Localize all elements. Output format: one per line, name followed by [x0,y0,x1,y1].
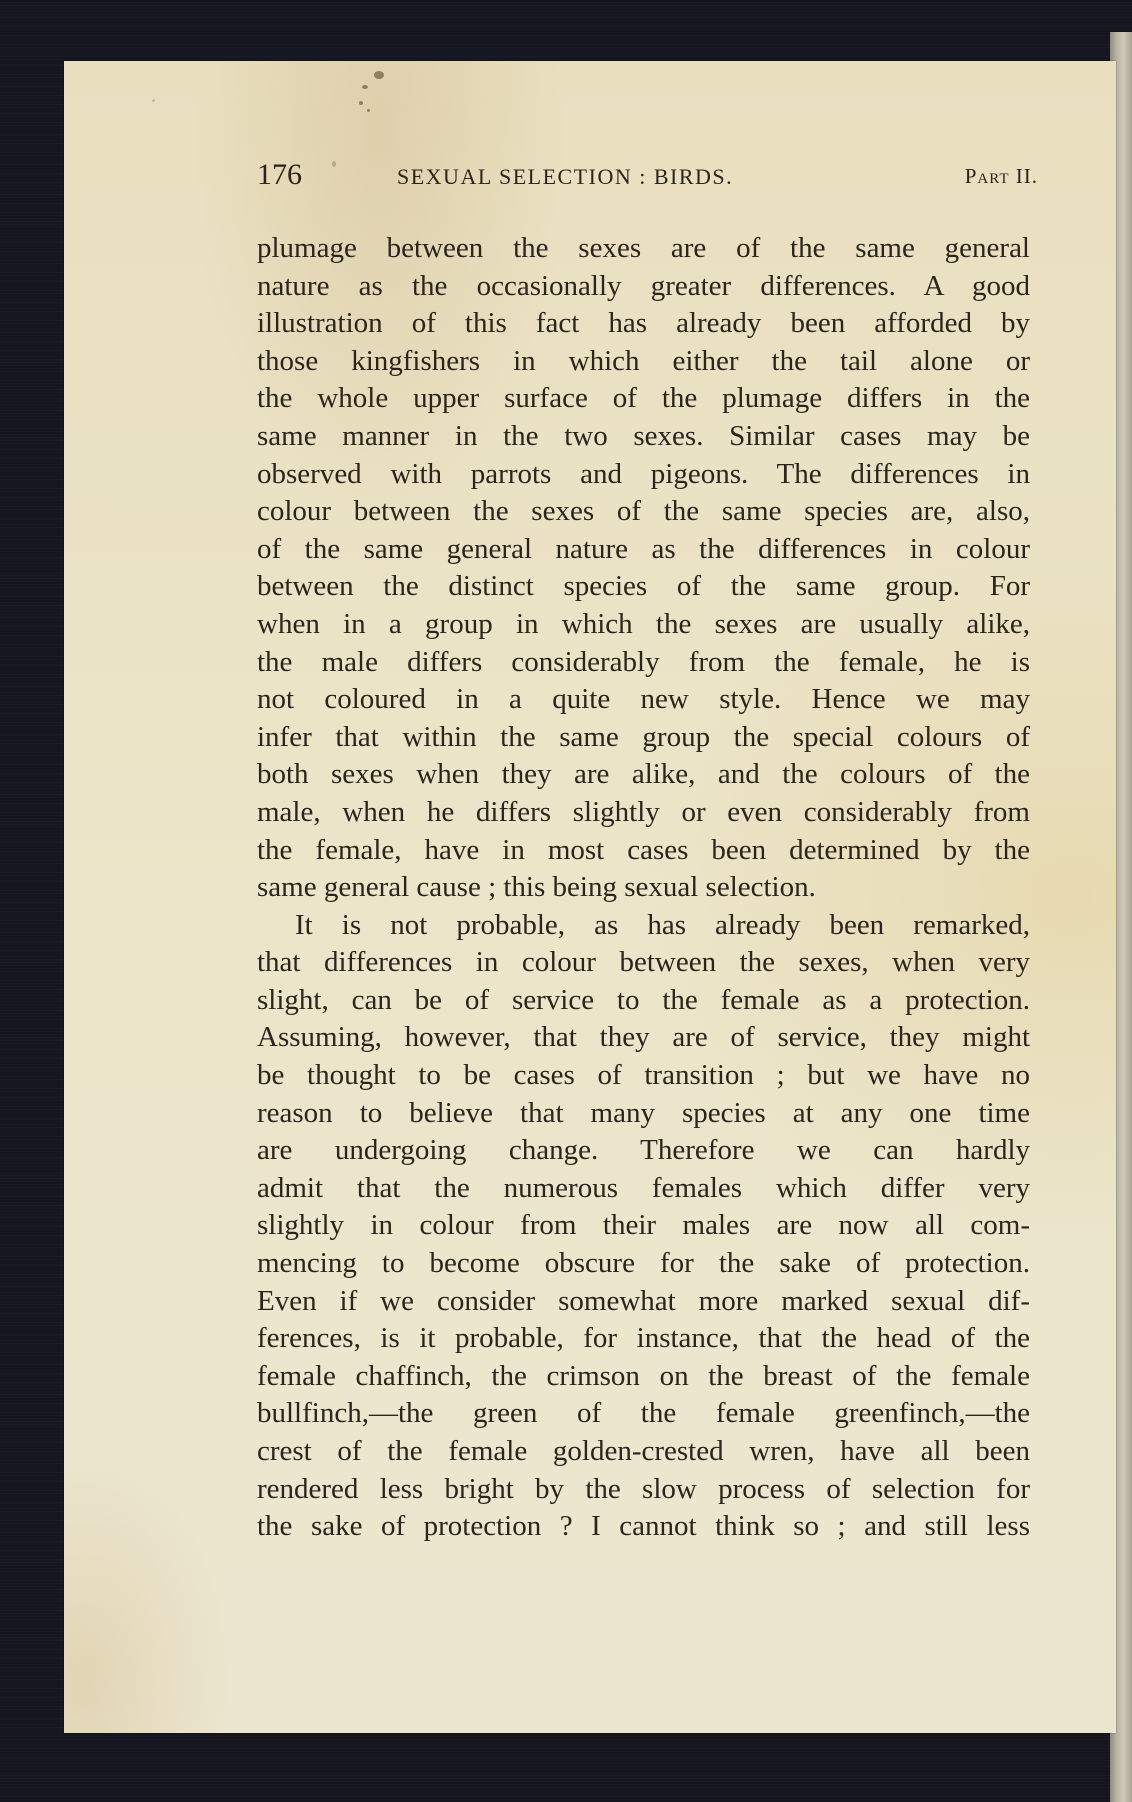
text-line: rendered less bright by the slow process of selection for [257,1472,1030,1505]
text-line: when in a group in which the sexes are usually alike, [257,607,1030,640]
text-line: reason to believe that many species at any one time [257,1096,1030,1129]
foxing-stain [362,85,368,89]
text-line: female chaffinch, the crimson on the breast of the female [257,1359,1030,1392]
text-line: both sexes when they are alike, and the colours of the [257,758,1030,791]
running-head [257,158,1038,198]
text-line: not coloured in a quite new style. Hence we may [257,683,1030,716]
foxing-stain [367,109,370,112]
text-line: bullfinch,—the green of the female greenfinch,—the [257,1397,1030,1430]
text-line: same general cause ; this being sexual selection. [257,871,816,904]
foxing-stain [359,101,363,105]
text-line: the sake of protection ? I cannot think so ; and still less [257,1510,1030,1543]
text-line: infer that within the same group the special colours of [257,720,1030,753]
text-line: ferences, is it probable, for instance, that the head of the [257,1322,1030,1355]
body-text [257,230,1030,1546]
part-label: Part II. [964,164,1038,188]
text-line: male, when he differs slightly or even considerably from [257,795,1030,828]
foxing-stain [374,71,384,79]
text-line: the male differs considerably from the female, he is [257,645,1030,678]
text-line: are undergoing change. Therefore we can hardly [257,1134,1030,1167]
text-line: slight, can be of service to the female as a protection. [257,983,1030,1016]
text-line: the female, have in most cases been determined by the [257,833,1030,866]
text-line: that differences in colour between the sexes, when very [257,946,1030,979]
text-line: illustration of this fact has already been afforded by [257,307,1030,340]
text-line: observed with parrots and pigeons. The differences in [257,457,1030,490]
text-line: between the distinct species of the same group. For [257,570,1030,603]
text-line: of the same general nature as the differences in colour [257,532,1030,565]
text-line: be thought to be cases of transition ; but we have no [257,1059,1030,1092]
foxing-stain [152,99,155,102]
text-line: same manner in the two sexes. Similar cases may be [257,419,1030,452]
text-line: slightly in colour from their males are now all com- [257,1209,1030,1242]
text-line: mencing to become obscure for the sake of protection. [257,1247,1030,1280]
page-number: 176 [257,158,302,191]
text-line: colour between the sexes of the same species are, also, [257,495,1030,528]
paragraph [257,907,1030,1546]
text-line: crest of the female golden-crested wren, have all been [257,1435,1030,1467]
text-line: It is not probable, as has already been remarked, [295,908,1030,941]
text-line: Assuming, however, that they are of service, they might [257,1021,1030,1054]
text-line: Even if we consider somewhat more marked sexual dif- [257,1284,1030,1317]
text-line: plumage between the sexes are of the same general [257,232,1030,264]
text-line: nature as the occasionally greater differences. A good [257,269,1030,302]
text-line: those kingfishers in which either the tail alone or [257,344,1030,377]
chapter-title: SEXUAL SELECTION : BIRDS. [397,164,734,189]
text-line: admit that the numerous females which differ very [257,1171,1030,1204]
text-line: the whole upper surface of the plumage differs in the [257,382,1030,415]
paragraph [257,230,1030,907]
